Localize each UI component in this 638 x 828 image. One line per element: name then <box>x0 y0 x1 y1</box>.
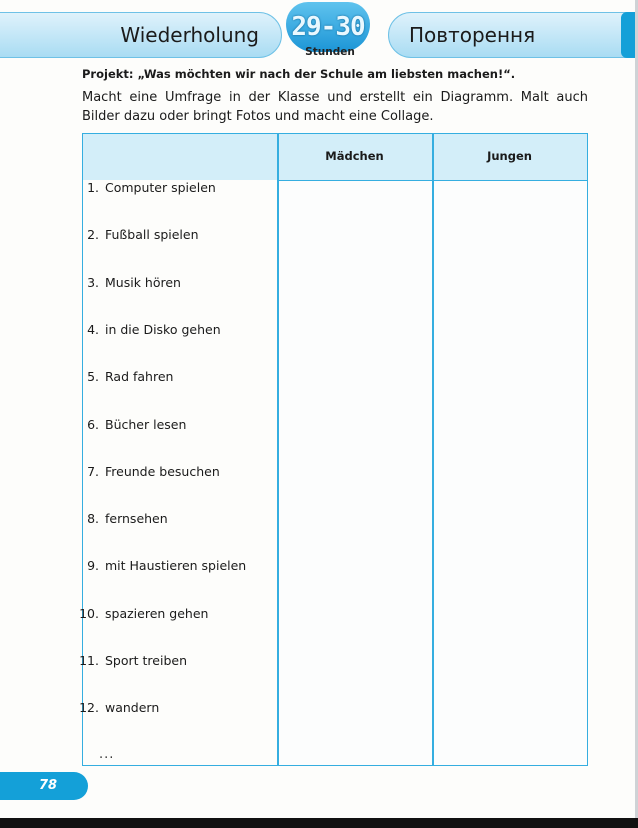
table-row: 10. spazieren gehen <box>79 606 209 621</box>
table-row: 1. Computer spielen <box>87 180 216 195</box>
survey-table <box>79 133 588 766</box>
table-row: 5. Rad fahren <box>87 369 174 384</box>
column-divider <box>277 134 279 765</box>
header-right-title: Повторення <box>409 23 536 47</box>
table-row: 12. wandern <box>79 700 160 715</box>
table-row: 9. mit Haustieren spielen <box>87 558 247 573</box>
table-row: 3. Musik hören <box>87 275 181 290</box>
table-row: 8. fernsehen <box>87 511 168 526</box>
table-row: 7. Freunde besuchen <box>87 464 220 479</box>
header-right-banner <box>388 12 638 58</box>
scan-edge <box>0 818 638 828</box>
table-row: 2. Fußball spielen <box>87 227 199 242</box>
project-heading: Projekt: „Was möchten wir nach der Schule am liebsten machen!“. <box>82 67 516 81</box>
table-row: 4. in die Disko gehen <box>87 322 221 337</box>
header-left-banner <box>0 12 282 58</box>
table-row: 6. Bücher lesen <box>87 417 187 432</box>
header-right-strip <box>621 12 635 58</box>
column-header-girls: Mädchen <box>325 149 384 163</box>
lesson-number-badge: 29-30 <box>286 2 370 52</box>
header-left-title: Wiederholung <box>120 23 259 47</box>
table-row: 11. Sport treiben <box>79 653 188 668</box>
page-number: 78 <box>38 778 58 793</box>
column-header-boys: Jungen <box>487 149 532 163</box>
badge-subtitle: Stunden <box>305 46 355 58</box>
instruction-text: Macht eine Umfrage in der Klasse und erstellt ein Diagramm. Malt auch Bilder dazu oder bringt Fotos und macht eine Collage. <box>82 90 588 124</box>
column-divider <box>432 134 434 765</box>
more-rows-ellipsis: ... <box>99 747 115 762</box>
